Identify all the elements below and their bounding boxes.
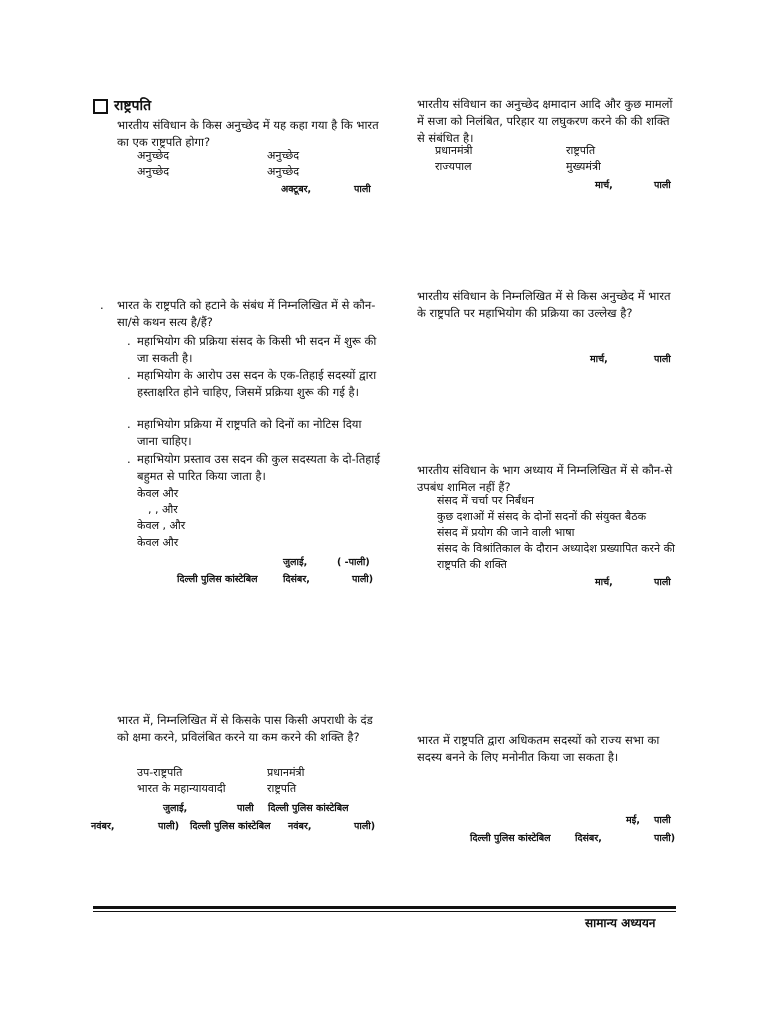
- question-5: भारतीय संविधान के निम्नलिखित में से किस अनुच्छेद में भारत के राष्ट्रपति पर महाभियोग की प्रक्रिया का उल्लेख है?: [417, 289, 671, 320]
- q3-option-3: भारत के महान्यायवादी: [137, 782, 226, 795]
- q3-option-2: प्रधानमंत्री: [267, 766, 305, 779]
- q3-option-4: राष्ट्रपति: [267, 782, 297, 795]
- section-heading: [93, 96, 151, 115]
- q2-statement-3-marker: .: [127, 417, 131, 431]
- q2-option-3: केवल , और: [137, 519, 186, 532]
- q6-option-2: कुछ दशाओं में संसद के दोनों सदनों की संयुक्त बैठक: [437, 510, 647, 523]
- q4-option-3: राज्यपाल: [435, 160, 472, 173]
- q7-source2-label: दिल्ली पुलिस कांस्टेबिल: [470, 833, 551, 844]
- q2-source2-label: दिल्ली पुलिस कांस्टेबिल: [177, 574, 258, 585]
- q1-option-4: अनुच्छेद: [267, 165, 300, 178]
- q7-source1-shift: पाली: [654, 815, 671, 826]
- question-4: भारतीय संविधान का अनुच्छेद क्षमादान आदि और कुछ मामलों में सजा को निलंबित, परिहार या लघुकरण करने की की शक्ति से संबंधित है।: [417, 97, 673, 145]
- q3-source1-month: जुलाई,: [163, 803, 188, 814]
- question-2: भारत के राष्ट्रपति को हटाने के संबंध में निम्नलिखित में से कौन-सा/से कथन सत्य है/हैं?: [117, 298, 376, 329]
- question-3: भारत में, निम्नलिखित में से किसके पास किसी अपराधी के दंड को क्षमा करने, प्रविलंबित करने या कम करने की शक्ति है?: [117, 713, 373, 744]
- section-title: राष्ट्रपति: [114, 98, 152, 114]
- q2-option-2: , , और: [148, 503, 178, 516]
- q3-source2-month2: नवंबर,: [288, 821, 312, 832]
- q7-source2-shift: पाली): [654, 833, 676, 844]
- q5-source-month: मार्च,: [590, 354, 608, 365]
- q7-source1-month: मई,: [626, 815, 640, 826]
- q2-statement-2: महाभियोग के आरोप उस सदन के एक-तिहाई सदस्यों द्वारा हस्ताक्षरित होने चाहिए, जिसमें प्रक्रिया शुरू की गई है।: [137, 368, 377, 399]
- footer-rule-thick: [93, 906, 676, 909]
- question-1: भारतीय संविधान के किस अनुच्छेद में यह कहा गया है कि भारत का एक राष्ट्रपति होगा?: [117, 118, 379, 149]
- q3-source2-shift: पाली): [158, 821, 180, 832]
- q3-source1-label: दिल्ली पुलिस कांस्टेबिल: [268, 803, 349, 814]
- q3-source1-shift: पाली: [237, 803, 254, 814]
- footer-title: सामान्य अध्ययन: [585, 916, 656, 930]
- question-7: भारत में राष्ट्रपति द्वारा अधिकतम सदस्यों को राज्य सभा का सदस्य बनने के लिए मनोनीत किया जा सकता है।: [417, 733, 660, 764]
- q2-option-1: केवल और: [137, 487, 179, 500]
- q2-statement-1: महाभियोग की प्रक्रिया संसद के किसी भी सदन में शुरू की जा सकती है।: [137, 334, 377, 365]
- q4-source-shift: पाली: [654, 180, 671, 191]
- q2-source2-shift: पाली): [352, 574, 374, 585]
- q4-source-month: मार्च,: [595, 180, 613, 191]
- checkbox-icon: [93, 99, 108, 114]
- q3-option-1: उप-राष्ट्रपति: [137, 766, 183, 779]
- q1-source-month: अक्टूबर,: [281, 184, 312, 195]
- q7-source2-month: दिसंबर,: [575, 833, 602, 844]
- q2-statement-4: महाभियोग प्रस्ताव उस सदन की कुल सदस्यता के दो-तिहाई बहुमत से पारित किया जाता है।: [137, 452, 381, 483]
- q4-option-1: प्रधानमंत्री: [435, 144, 473, 157]
- q2-statement-3: महाभियोग प्रक्रिया में राष्ट्रपति को दिनों का नोटिस दिया जाना चाहिए।: [137, 417, 362, 448]
- footer-rule-thin: [93, 911, 676, 912]
- q6-option-4: संसद के विश्रांतिकाल के दौरान अध्यादेश प्रख्यापित करने की राष्ट्रपति की शक्ति: [437, 542, 675, 571]
- q6-source-month: मार्च,: [595, 577, 613, 588]
- q3-source2-month: नवंबर,: [91, 821, 115, 832]
- q2-statement-4-marker: .: [127, 452, 131, 466]
- q3-source2-label: दिल्ली पुलिस कांस्टेबिल: [190, 821, 271, 832]
- q1-option-2: अनुच्छेद: [267, 149, 300, 162]
- q3-source2-shift2: पाली): [354, 821, 376, 832]
- q6-source-shift: पाली: [654, 577, 671, 588]
- q1-option-1: अनुच्छेद: [137, 149, 170, 162]
- q2-statement-1-marker: .: [127, 334, 131, 348]
- q1-option-3: अनुच्छेद: [137, 165, 170, 178]
- q1-source-shift: पाली: [354, 184, 371, 195]
- q6-option-1: संसद में चर्चा पर निर्बंधन: [437, 494, 534, 507]
- q2-statement-2-marker: .: [127, 368, 131, 382]
- q2-marker: .: [100, 298, 104, 312]
- q4-option-2: राष्ट्रपति: [566, 144, 596, 157]
- q2-source2-month: दिसंबर,: [283, 574, 310, 585]
- q2-source1-shift: ( -पाली): [337, 557, 370, 568]
- q5-source-shift: पाली: [654, 354, 671, 365]
- q4-option-4: मुख्यमंत्री: [566, 160, 601, 173]
- question-6: भारतीय संविधान के भाग अध्याय में निम्नलिखित में से कौन-से उपबंध शामिल नहीं हैं?: [417, 463, 673, 494]
- q2-source1-month: जुलाई,: [283, 557, 308, 568]
- q6-option-3: संसद में प्रयोग की जाने वाली भाषा: [437, 526, 575, 539]
- q2-option-4: केवल और: [137, 536, 179, 549]
